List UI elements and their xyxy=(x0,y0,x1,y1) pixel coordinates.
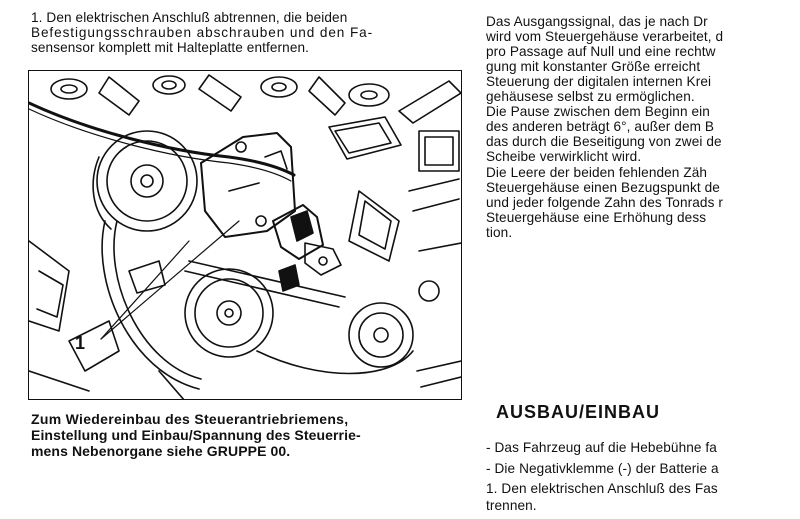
body-line: das durch die Beseitigung von zwei de xyxy=(486,134,722,149)
body-line: und jeder folgende Zahn des Tonrads r xyxy=(486,195,723,210)
body-line: Steuerung der digitalen internen Krei xyxy=(486,74,712,89)
body-line: Die Leere der beiden fehlenden Zäh xyxy=(486,165,708,180)
body-line: pro Passage auf Null und eine rechtw xyxy=(486,44,716,59)
intro-line: 1. Den elektrischen Anschluß abtrennen, die beiden xyxy=(31,10,348,25)
body-line: gung mit konstanter Größe erreicht xyxy=(486,59,701,74)
step-line: trennen. xyxy=(486,498,537,513)
engine-diagram-figure xyxy=(28,70,462,400)
body-line: Das Ausgangssignal, das je nach Dr xyxy=(486,14,708,29)
engine-diagram-drawing xyxy=(29,71,462,400)
body-line: Die Pause zwischen dem Beginn ein xyxy=(486,104,710,119)
intro-line: Befestigungsschrauben abschrauben und den Fa- xyxy=(31,25,374,40)
callout-label-1: 1 xyxy=(75,333,86,353)
step-line: - Die Negativklemme (-) der Batterie a xyxy=(486,461,719,476)
body-line: Steuergehäuse einen Bezugspunkt de xyxy=(486,180,720,195)
body-line: wird vom Steuergehäuse verarbeitet, d xyxy=(486,29,724,44)
step-line: 1. Den elektrischen Anschluß des Fas xyxy=(486,481,718,496)
caption-line: mens Nebenorgane siehe GRUPPE 00. xyxy=(31,443,291,459)
intro-line: sensensor komplett mit Halteplatte entfernen. xyxy=(31,40,310,55)
body-line: Scheibe verwirklicht wird. xyxy=(486,149,642,164)
step-line: - Das Fahrzeug auf die Hebebühne fa xyxy=(486,440,717,455)
caption-line: Einstellung und Einbau/Spannung des Steuerrie- xyxy=(31,427,361,443)
body-line: Steuergehäuse eine Erhöhung dess xyxy=(486,210,707,225)
section-heading: AUSBAU/EINBAU xyxy=(496,402,661,422)
body-line: des anderen beträgt 6°, außer dem B xyxy=(486,119,715,134)
body-line: tion. xyxy=(486,225,513,240)
caption-line: Zum Wiedereinbau des Steuerantriebriemens, xyxy=(31,411,349,427)
body-line: gehäusese selbst zu ermöglichen. xyxy=(486,89,695,104)
